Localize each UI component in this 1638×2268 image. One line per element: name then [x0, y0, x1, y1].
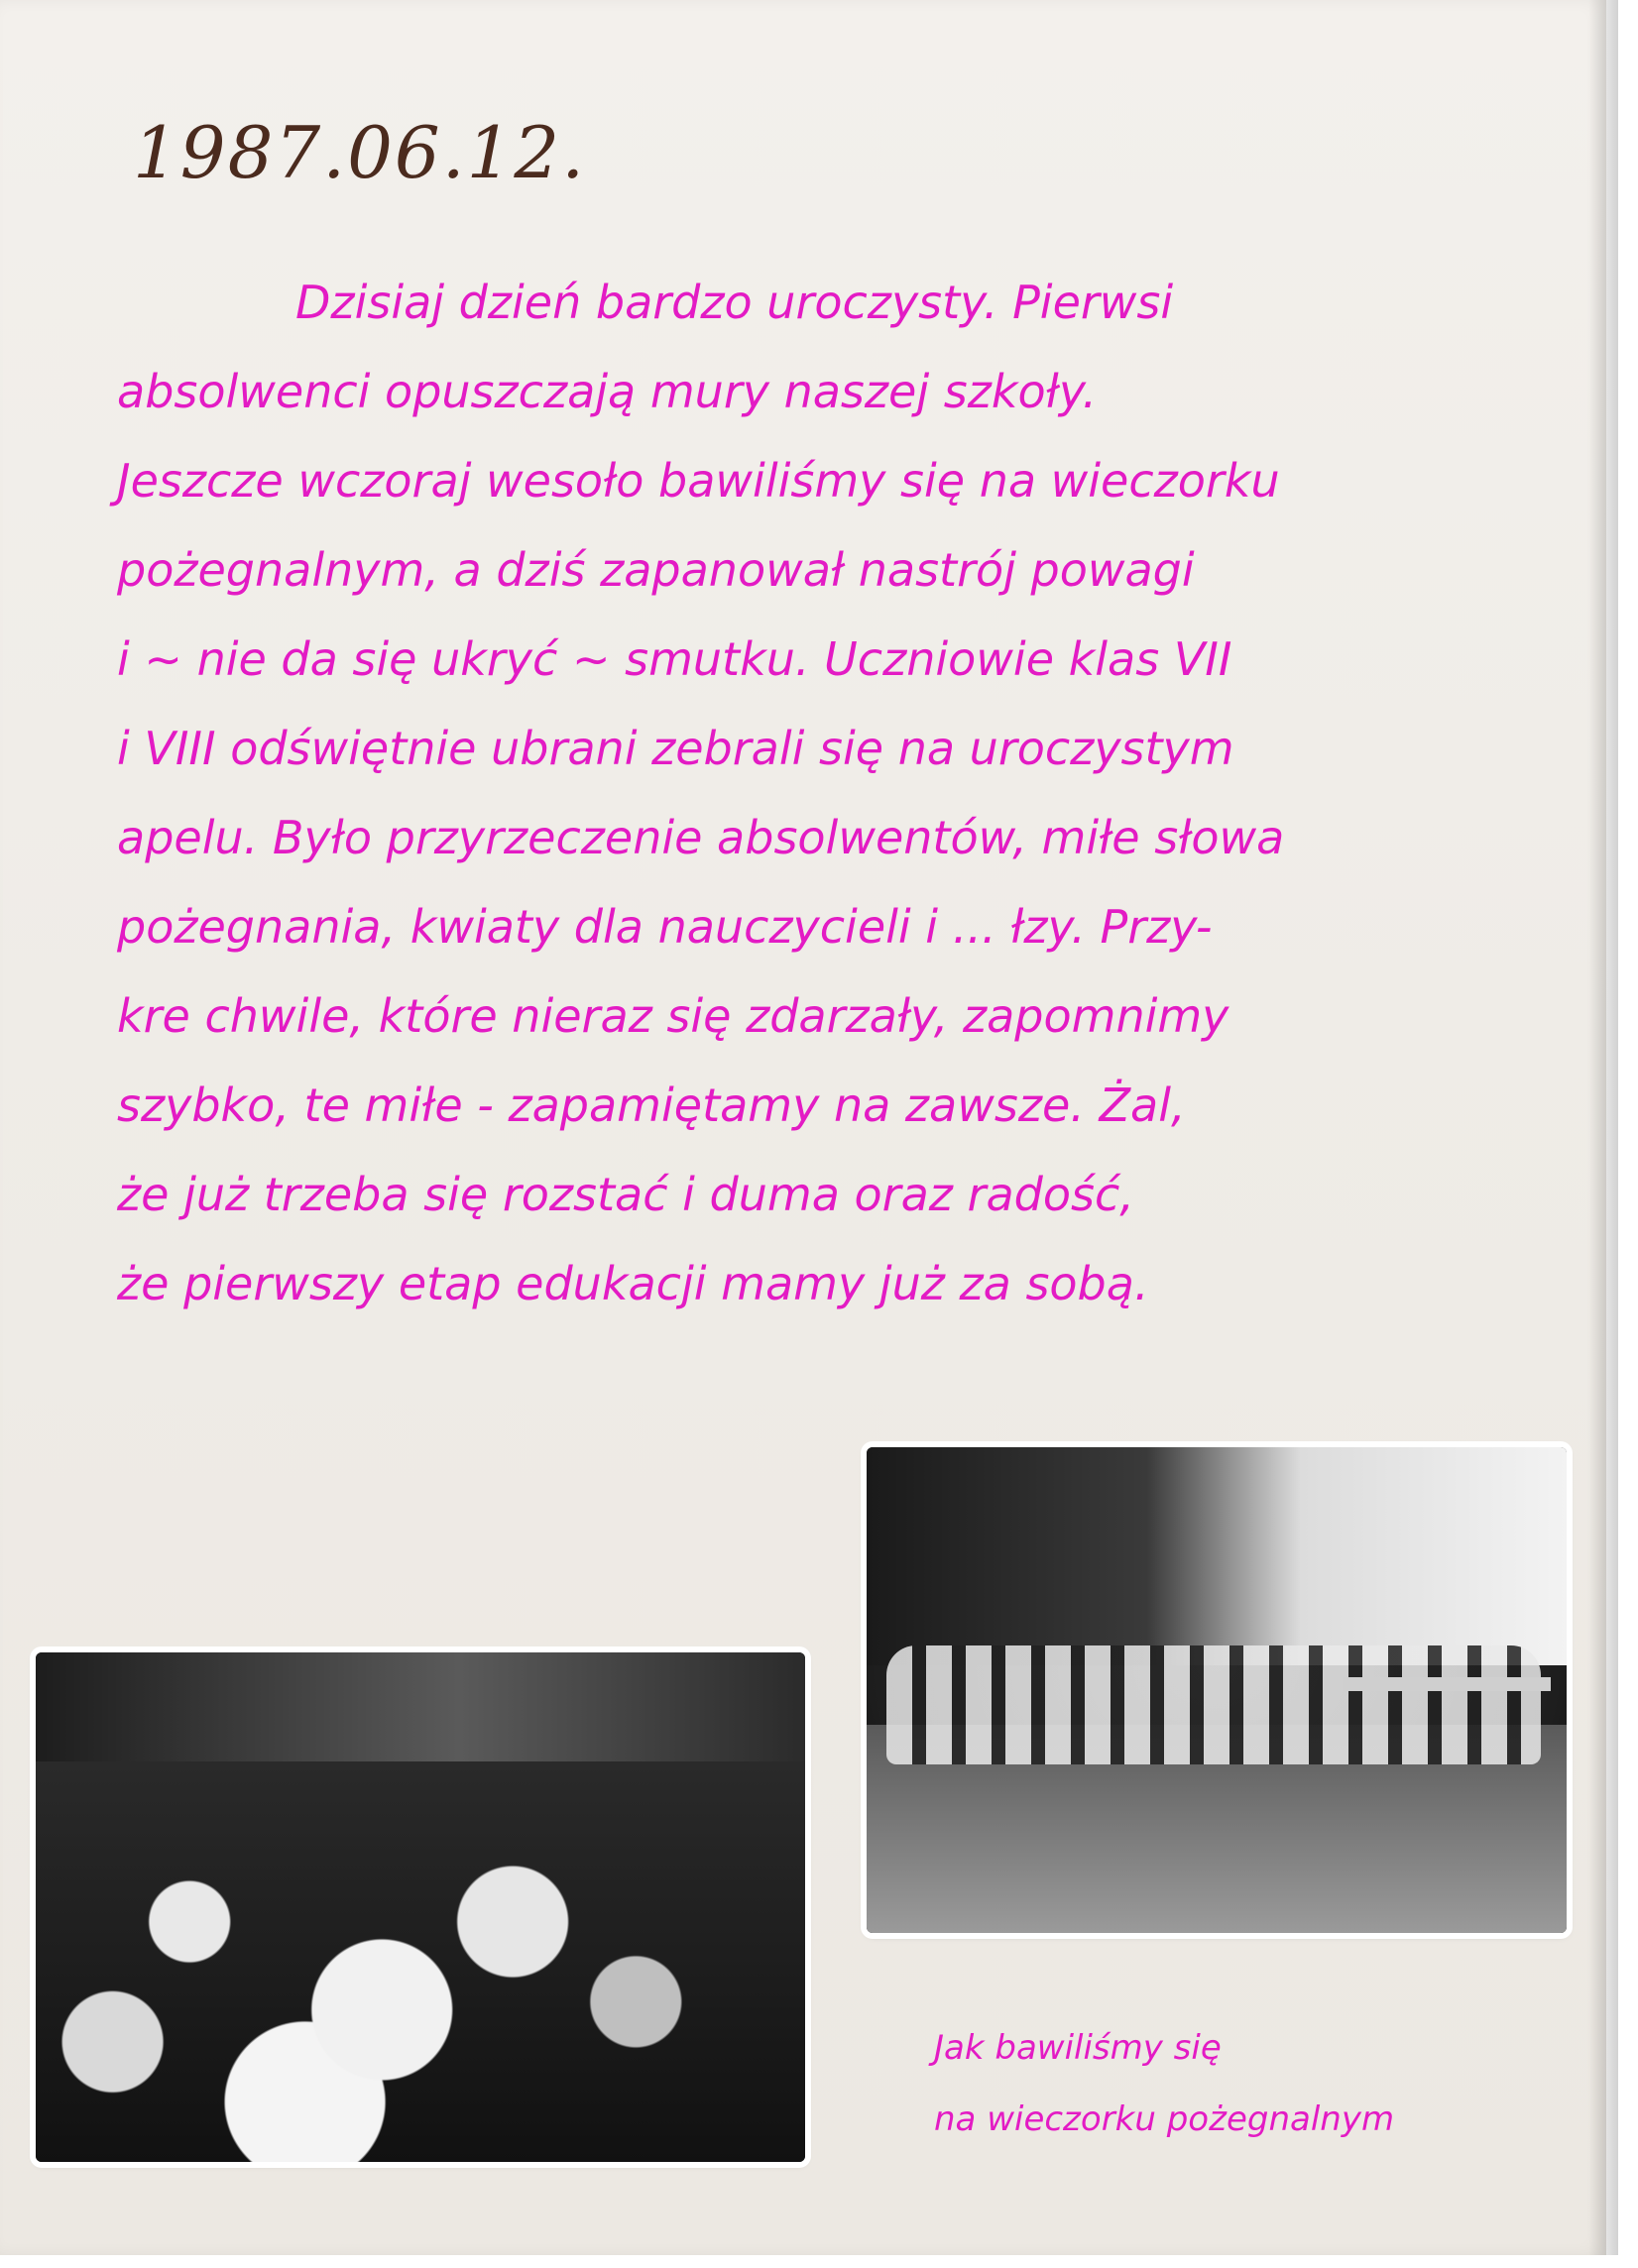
- handwritten-entry: [117, 258, 1545, 1328]
- photo-dancing-students: [36, 1761, 805, 2162]
- entry-line: Dzisiaj dzień bardzo uroczysty. Pierwsi: [295, 276, 1174, 329]
- entry-line: Jeszcze wczoraj wesoło bawiliśmy się na wieczorku: [117, 454, 1280, 508]
- entry-line: kre chwile, które nieraz się zdarzały, zapomnimy: [117, 989, 1229, 1043]
- entry-date: 1987.06.12.: [133, 111, 587, 194]
- photo-table: [1343, 1677, 1551, 1691]
- photo-wall-windows: [867, 1447, 1567, 1665]
- caption-line: na wieczorku pożegnalnym: [934, 2099, 1395, 2139]
- entry-line: absolwenci opuszczają mury naszej szkoły.: [117, 365, 1098, 418]
- entry-line: pożegnania, kwiaty dla nauczycieli i ... łzy. Przy-: [117, 900, 1213, 954]
- caption-line: Jak bawiliśmy się: [934, 2028, 1222, 2068]
- photo-students-seated: [886, 1645, 1541, 1764]
- photo-dance-party: [36, 1652, 805, 2162]
- entry-line: że pierwszy etap edukacji mamy już za sobą.: [117, 1257, 1149, 1310]
- entry-line: że już trzeba się rozstać i duma oraz radość,: [117, 1168, 1134, 1221]
- entry-line: szybko, te miłe - zapamiętamy na zawsze. Żal,: [117, 1078, 1186, 1132]
- entry-line: pożegnalnym, a dziś zapanował nastrój powagi: [117, 543, 1195, 597]
- paper-edge-shadow: [1588, 0, 1618, 2255]
- entry-line: i VIII odświętnie ubrani zebrali się na uroczystym: [117, 722, 1234, 775]
- photo-caption: [934, 2012, 1394, 2155]
- entry-line: apelu. Było przyrzeczenie absolwentów, miłe słowa: [117, 811, 1285, 864]
- photo-ceremony-hall: [867, 1447, 1567, 1933]
- entry-line: i ~ nie da się ukryć ~ smutku. Uczniowie klas VII: [117, 632, 1232, 686]
